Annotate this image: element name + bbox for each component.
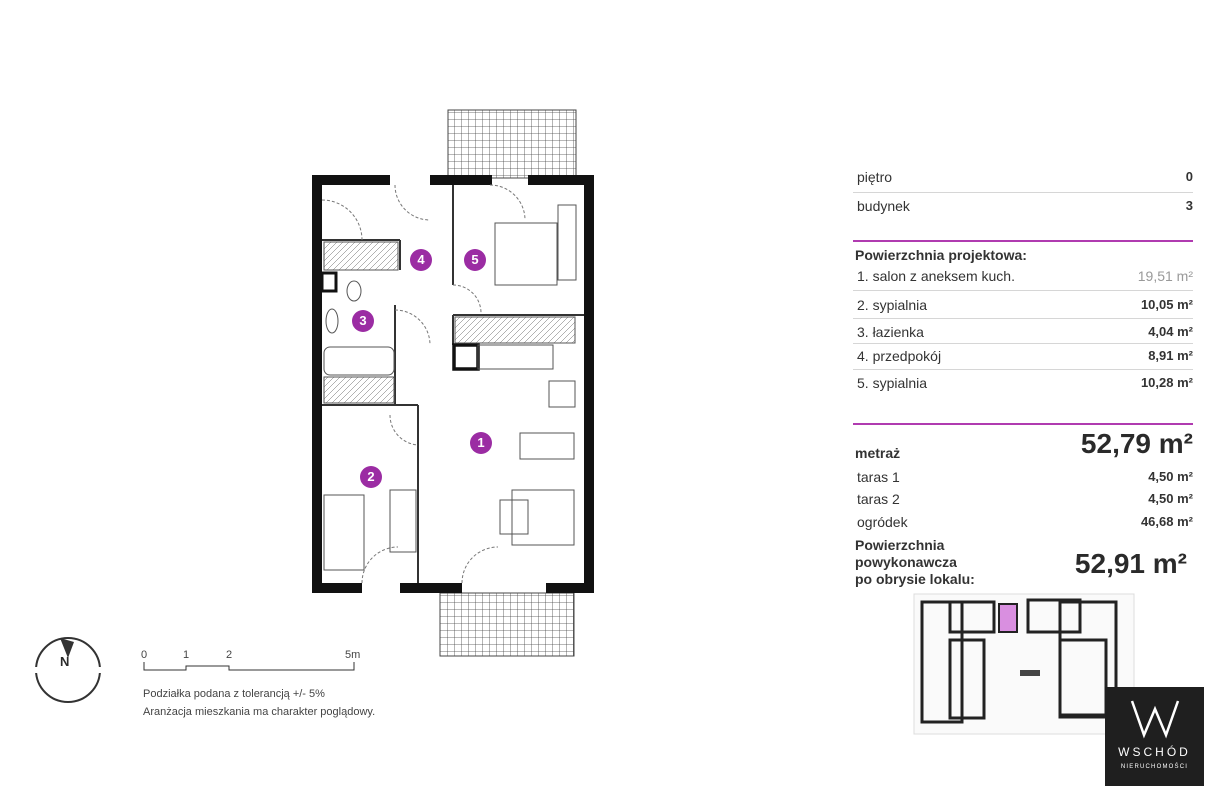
executed-label-2: powykonawcza xyxy=(855,554,957,570)
wardrobe-hatch-3 xyxy=(455,317,575,343)
projected-title: Powierzchnia projektowa: xyxy=(855,247,1027,263)
floor-row xyxy=(855,165,1193,191)
bed-2 xyxy=(324,495,364,570)
scale-tick-5m: 5m xyxy=(345,649,361,661)
building-label: budynek xyxy=(857,198,910,214)
dining-table xyxy=(520,433,574,459)
compass-letter: N xyxy=(60,654,70,669)
site-key-plan xyxy=(910,590,1138,738)
metraz-label: metraż xyxy=(855,445,901,461)
company-logo xyxy=(1105,687,1204,786)
terrace-top xyxy=(448,110,576,178)
executed-label-1: Powierzchnia xyxy=(855,537,945,553)
building-value: 3 xyxy=(1185,198,1193,213)
scale-tick-0: 0 xyxy=(141,649,148,661)
shaft-box-2 xyxy=(454,345,478,369)
room-badge-2: 2 xyxy=(360,466,382,488)
room-badge-3: 3 xyxy=(352,310,374,332)
desk-2 xyxy=(390,490,416,552)
scale-tick-1: 1 xyxy=(183,649,190,661)
shaft-box xyxy=(322,273,336,291)
building-row xyxy=(855,194,1193,220)
terrace-bottom xyxy=(440,593,574,656)
kitchen-counter xyxy=(478,345,553,369)
arrangement-note: Aranżacja mieszkania ma charakter poglądowy. xyxy=(143,706,376,718)
extra-row-3: ogródek 46,68 m² xyxy=(857,514,1193,530)
bathtub xyxy=(324,347,394,375)
divider xyxy=(853,240,1193,242)
executed-label-3: po obrysie lokalu: xyxy=(855,571,975,587)
logo-brand: WSCHÓD xyxy=(1118,745,1191,759)
bed-5 xyxy=(495,223,557,285)
room-row-4: 4. przedpokój 8,91 m² xyxy=(857,348,1193,364)
executed-value: 52,91 m² xyxy=(1074,548,1187,579)
room-row-1: 1. salon z aneksem kuch. 19,51 m² xyxy=(857,268,1193,284)
room-row-2: 2. sypialnia 10,05 m² xyxy=(857,297,1193,313)
toilet xyxy=(347,281,361,301)
room-badge-4: 4 xyxy=(410,249,432,271)
wardrobe-hatch xyxy=(324,242,398,270)
coffee-table xyxy=(500,500,528,534)
room-row-5: 5. sypialnia 10,28 m² xyxy=(857,375,1193,391)
floor-plan xyxy=(300,105,600,660)
washbasin xyxy=(326,309,338,333)
sofa xyxy=(512,490,574,545)
extra-row-1: taras 1 4,50 m² xyxy=(857,469,1193,485)
room-row-3: 3. łazienka 4,04 m² xyxy=(857,324,1193,340)
hob xyxy=(549,381,575,407)
selected-unit xyxy=(999,604,1017,632)
tolerance-note: Podziałka podana z tolerancją +/- 5% xyxy=(143,688,325,700)
floor-label: piętro xyxy=(857,169,893,185)
wardrobe-5 xyxy=(558,205,576,280)
room-badge-1: 1 xyxy=(470,432,492,454)
scale-bar xyxy=(140,660,370,672)
room-badge-5: 5 xyxy=(464,249,486,271)
wardrobe-hatch-2 xyxy=(324,377,394,403)
extra-row-2: taras 2 4,50 m² xyxy=(857,491,1193,507)
logo-sub: NIERUCHOMOŚCI xyxy=(1120,764,1189,770)
logo-w-icon xyxy=(1130,697,1180,739)
scale-tick-2: 2 xyxy=(226,649,233,661)
compass-icon xyxy=(30,632,106,708)
metraz-value: 52,79 m² xyxy=(1080,428,1193,459)
floor-value: 0 xyxy=(1185,169,1193,184)
